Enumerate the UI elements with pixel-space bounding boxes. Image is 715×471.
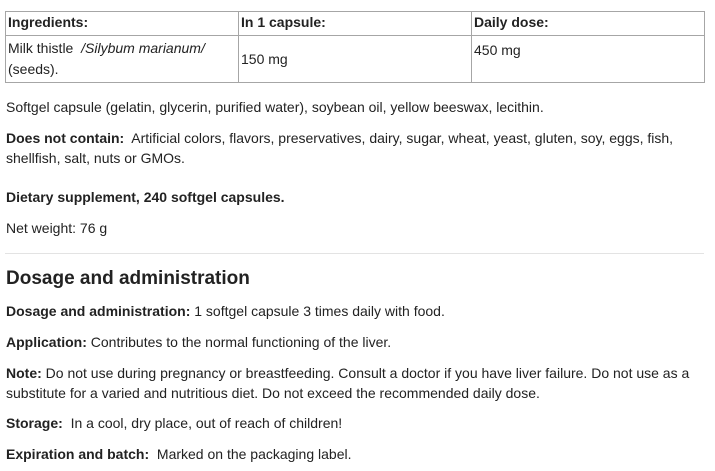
dosage-label: Dosage and administration: [6,303,191,319]
per-capsule-cell: 150 mg [239,36,472,83]
expiration-paragraph [6,444,706,465]
composition-text: Softgel capsule (gelatin, glycerin, purified water), soybean oil, yellow beeswax, lecithin. [6,99,544,115]
does-not-contain-line1: Artificial colors, flavors, preservatives, dairy, sugar, wheat, yeast, gluten, soy, eggs, fish, [131,130,674,146]
does-not-contain [6,128,706,149]
storage-label: Storage: [6,415,63,431]
ingredients-table [5,11,705,83]
note-paragraph [6,363,706,384]
net-weight: Net weight: 76 g [6,220,108,236]
application-label: Application: [6,334,87,350]
note-line2: substitute for a varied and nutritious diet. Do not exceed the recommended daily dose. [6,385,540,401]
application-paragraph [6,332,706,353]
ingredient-part: (seeds). [8,61,59,77]
note-label: Note: [6,365,42,381]
ingredient-name: Milk thistle [8,40,74,56]
does-not-contain-line2: shellfish, salt, nuts or GMOs. [6,150,185,166]
ingredient-cell [6,36,239,83]
header-per-capsule: In 1 capsule: [239,12,472,36]
table-header-row [6,12,705,36]
storage-paragraph [6,413,706,434]
expiration-label: Expiration and batch: [6,446,150,462]
dosage-text: 1 softgel capsule 3 times daily with food. [194,303,445,319]
ingredient-latin-name: /Silybum marianum/ [81,40,205,56]
dosage-paragraph [6,301,706,322]
header-ingredients: Ingredients: [6,12,239,36]
does-not-contain-label: Does not contain: [6,130,125,146]
table-row [6,36,705,83]
expiration-text: Marked on the packaging label. [156,446,352,462]
product-description: Dietary supplement, 240 softgel capsules. [6,189,285,205]
storage-text: In a cool, dry place, out of reach of children! [70,415,343,431]
section-title: Dosage and administration [6,268,250,289]
section-divider [5,253,704,254]
application-text: Contributes to the normal functioning of the liver. [90,334,392,350]
daily-dose-cell: 450 mg [472,36,705,83]
note-line1: Do not use during pregnancy or breastfeeding. Consult a doctor if you have liver failure. Do not use as a [45,365,690,381]
header-daily-dose: Daily dose: [472,12,705,36]
